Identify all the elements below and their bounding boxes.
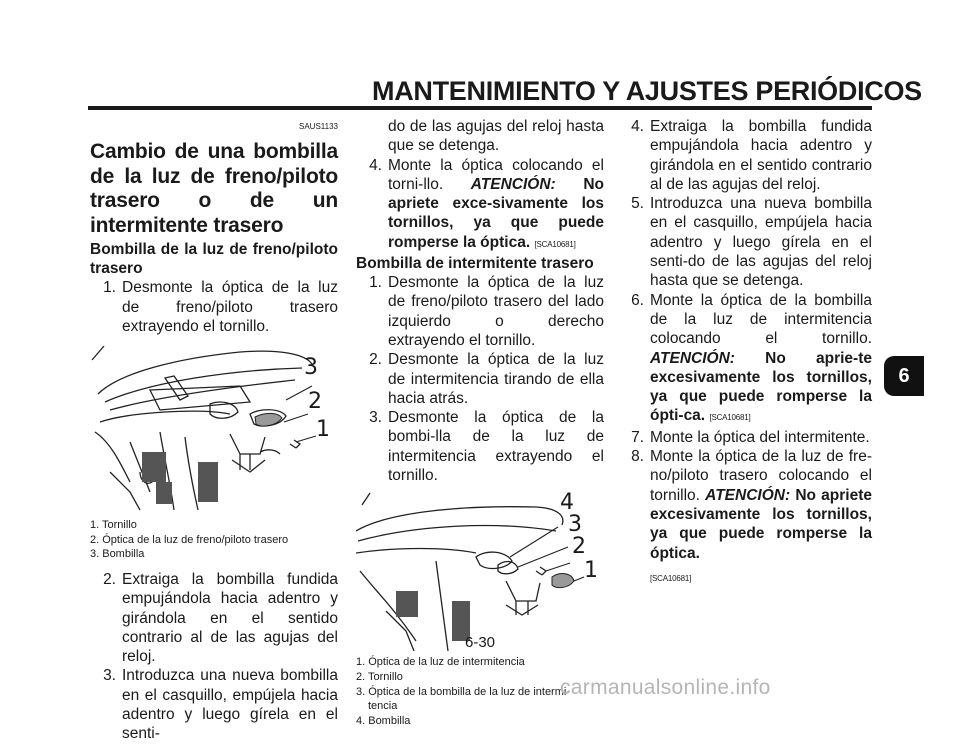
step-8 — [618, 447, 872, 563]
step-1 — [90, 278, 338, 336]
step-8-code — [618, 569, 872, 588]
callout-2: 2 — [308, 389, 322, 415]
rear-light-illustration — [90, 342, 338, 512]
step-7 — [618, 428, 872, 447]
step-3 — [90, 666, 338, 743]
step-text: Monte la óptica colocando el torni-llo. — [388, 156, 604, 193]
step-1 — [356, 273, 604, 350]
callout-4: 4 — [560, 490, 574, 516]
warning-title: ATENCIÓN: — [705, 486, 791, 504]
warning-text: No aprie-te excesivamente los tornillos, ya que puede romperse la ópti-ca. — [650, 349, 872, 425]
callout-3: 3 — [304, 355, 318, 381]
figure-brake-light — [90, 342, 338, 512]
warning-title: ATENCIÓN: — [650, 349, 735, 367]
step-3-cont — [356, 117, 604, 156]
warning-code: [SCA10681] — [534, 239, 576, 249]
step-number: 3. — [103, 667, 116, 685]
step-3 — [356, 408, 604, 485]
step-text: Monte la óptica de la luz de fre-no/piloto trasero colocando el tornillo. — [650, 448, 872, 504]
step-number: 4. — [369, 156, 382, 174]
callout-3: 3 — [568, 512, 582, 538]
page-header-title: MANTENIMIENTO Y AJUSTES PERIÓDICOS — [372, 76, 922, 106]
caption-line: tencia — [368, 700, 398, 713]
warning-code: [SCA10681] — [650, 573, 692, 583]
step-text: Introduzca una nueva bombilla en el casquillo, empújela hacia adentro y luego gírela en el senti- — [122, 667, 338, 743]
main-heading: Cambio de una bombilla de la luz de freno/piloto trasero o de un intermitente trasero — [90, 140, 338, 237]
sub-heading-turn-signal: Bombilla de intermitente trasero — [356, 255, 594, 273]
step-number: 7. — [631, 428, 644, 446]
caption-line: 1. Tornillo — [90, 519, 137, 532]
column-1 — [90, 117, 338, 744]
step-2 — [356, 350, 604, 408]
warning-text: No apriete exce-sivamente los tornillos, ya que puede romperse la óptica. — [388, 175, 604, 251]
step-text: Desmonte la óptica de la bombi-lla de la luz de intermitencia extrayendo el tornillo. — [388, 409, 604, 485]
step-text: Monte la óptica de la bombilla de la luz de intermitencia colocando el tornillo. — [650, 291, 872, 348]
step-2 — [90, 570, 338, 666]
caption-line: 2. Tornillo — [356, 670, 403, 683]
step-number: 8. — [631, 448, 644, 466]
caption-line: 3. Óptica de la bombilla de la luz de intermi- — [356, 685, 570, 698]
callout-1: 1 — [584, 558, 598, 584]
turn-signal-illustration — [356, 491, 604, 651]
step-text: Desmonte la óptica de la luz de freno/piloto trasero extrayendo el tornillo. — [122, 279, 338, 335]
step-number: 5. — [631, 195, 644, 213]
figure-turn-signal — [356, 491, 604, 651]
warning-code: [SCA10681] — [709, 413, 751, 423]
step-number: 2. — [103, 570, 116, 588]
step-number: 1. — [369, 274, 382, 292]
warning-text: No apriete excesivamente los tornillos, ya que puede romperse la óptica. — [650, 486, 872, 562]
callout-2: 2 — [572, 534, 586, 560]
step-6 — [618, 291, 872, 428]
step-number: 2. — [369, 351, 382, 369]
caption-figure-1 — [90, 518, 338, 562]
step-text: Desmonte la óptica de la luz de intermitencia tirando de ella hacia atrás. — [388, 351, 604, 407]
chapter-tab: 6 — [884, 356, 924, 396]
step-5 — [618, 194, 872, 290]
caption-line: 1. Óptica de la luz de intermitencia — [356, 656, 525, 669]
step-text: Desmonte la óptica de la luz de freno/piloto trasero del lado izquierdo o derecho extrayendo el tornillo. — [388, 274, 604, 349]
warning-title: ATENCIÓN: — [470, 175, 556, 193]
page-number: 6-30 — [464, 634, 496, 651]
step-4 — [618, 117, 872, 194]
header-divider — [88, 106, 872, 110]
step-text: Monte la óptica del intermitente. — [650, 428, 870, 446]
caption-line: 4. Bombilla — [356, 714, 411, 727]
step-text: Introduzca una nueva bombilla en el casquillo, empújela hacia adentro y luego gírela en el senti-do de las agujas del reloj hasta que se detenga. — [650, 195, 872, 290]
section-code: SAUS1133 — [299, 122, 338, 131]
caption-line: 2. Óptica de la luz de freno/piloto trasero — [90, 533, 289, 546]
step-text-with-warning — [650, 291, 872, 428]
step-text: Extraiga la bombilla fundida empujándola hacia adentro y girándola en el sentido contrario al de las agujas del reloj. — [122, 570, 338, 666]
watermark-text: carmanualsonline.info — [560, 676, 771, 699]
step-4 — [356, 156, 604, 254]
step-number: 4. — [631, 118, 644, 135]
step-number: 3. — [369, 409, 382, 427]
step-text: do de las agujas del reloj hasta que se detenga. — [388, 118, 604, 155]
step-number: 1. — [103, 279, 116, 297]
sub-heading-brake-light: Bombilla de la luz de freno/piloto trasero — [90, 241, 338, 278]
step-text-with-warning — [388, 156, 604, 254]
caption-line: 3. Bombilla — [90, 548, 145, 561]
callout-1: 1 — [316, 417, 330, 443]
step-number: 6. — [631, 291, 644, 309]
step-text: Extraiga la bombilla fundida empujándola hacia adentro y girándola en el sentido contrario al de las agujas del reloj. — [650, 118, 872, 193]
step-text-with-warning — [650, 447, 872, 563]
column-3 — [618, 117, 872, 588]
